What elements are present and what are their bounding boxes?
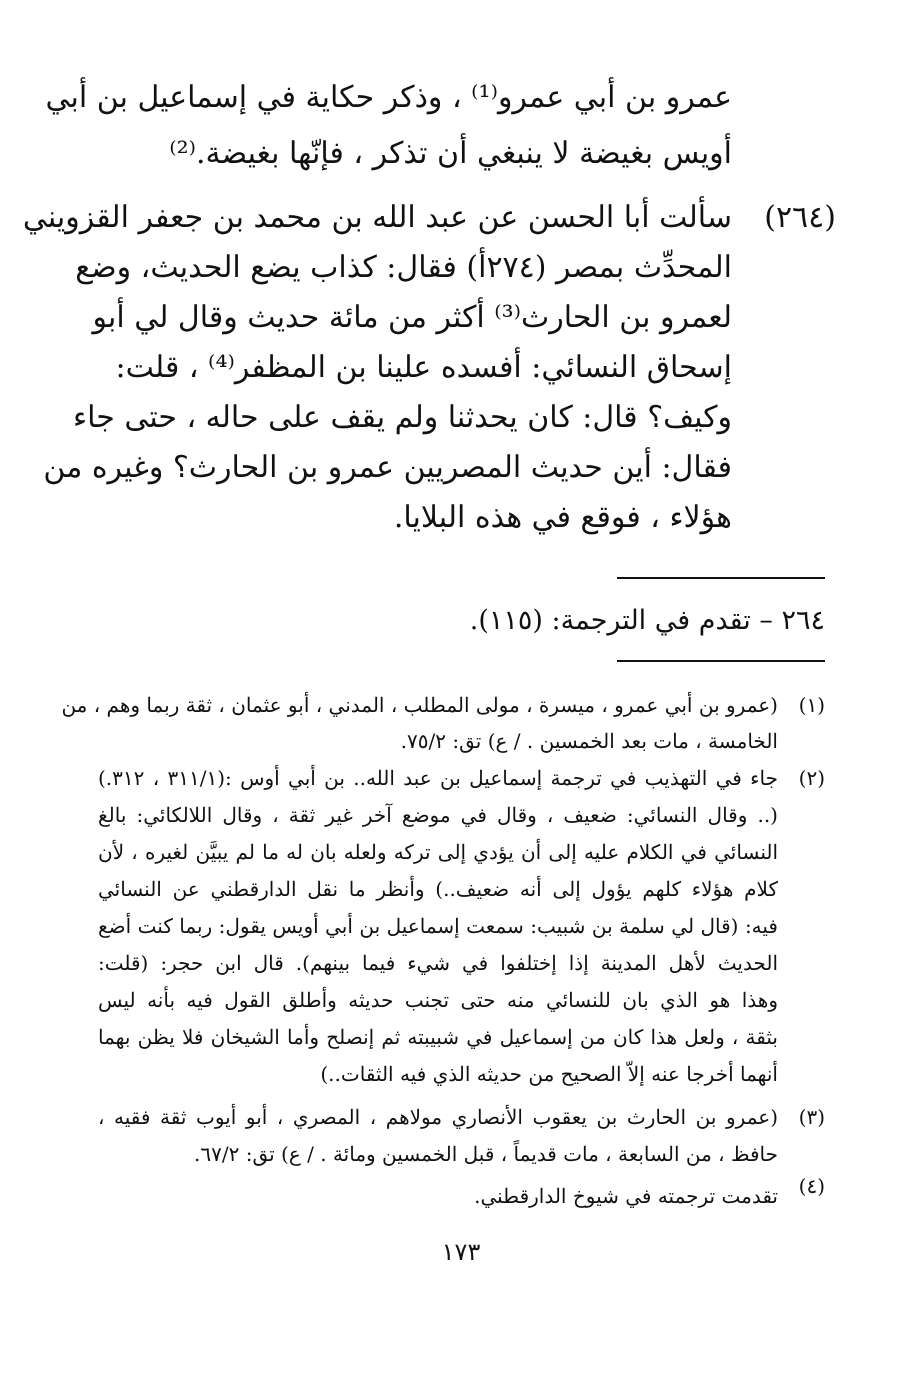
footnote-line: النسائي في الكلام عليه إلى أن يؤدي إلى تركه ولعله بان له ما لم يبيَّن لغيره ، لأن — [98, 840, 778, 864]
entry-text-line: المحدِّث بمصر (٢٧٤أ) فقال: كذاب يضع الحديث، وضع — [75, 250, 732, 285]
separator-rule — [617, 577, 825, 579]
footnote-line: (عمرو بن أبي عمرو ، ميسرة ، مولى المطلب ، المدني ، أبو عثمان ، ثقة ربما وهم ، من — [61, 693, 778, 717]
footnote-line: الحديث لأهل المدينة إذا إختلفوا في شيء فيما بينهم). قال ابن حجر: (قلت: — [98, 951, 778, 975]
footnote-line: تقدمت ترجمته في شيوخ الدارقطني. — [474, 1184, 778, 1208]
footnote-marker: (٤) — [798, 1174, 825, 1198]
footnote-line: الخامسة ، مات بعد الخمسين . / ع) تق: ٧٥/٢. — [400, 729, 778, 753]
entry-text-line: إسحاق النسائي: أفسده علينا بن المظفر⁽⁴⁾ ، قلت: — [115, 350, 732, 385]
cross-reference: ٢٦٤ – تقدم في الترجمة: (١١٥). — [469, 605, 825, 636]
footnote-line: وهذا هو الذي بان للنسائي منه حتى تجنب حديثه وأطلق القول فيه بأنه ليس — [98, 988, 778, 1012]
entry-text-line: هؤلاء ، فوقع في هذه البلايا. — [393, 500, 732, 535]
footnote-marker: (٣) — [798, 1105, 825, 1129]
page-number: ١٧٣ — [441, 1238, 481, 1266]
footnote-line: فيه: (قال لي سلمة بن شبيب: سمعت إسماعيل بن أبي أويس يقول: ربما كنت أضع — [98, 914, 778, 938]
footnote-line: جاء في التهذيب في ترجمة إسماعيل بن عبد الله.. بن أبي أوس :(٣١١/١ ، ٣١٢.) — [98, 766, 778, 790]
footnote-line: كلام هؤلاء كلهم يؤول إلى أنه ضعيف..) وأنظر ما نقل الدارقطني عن النسائي — [98, 877, 778, 901]
main-text-line: أويس بغيضة لا ينبغي أن تذكر ، فإنّها بغيضة.⁽²⁾ — [169, 136, 732, 171]
entry-text-line: وكيف؟ قال: كان يحدثنا ولم يقف على حاله ، حتى جاء — [72, 400, 732, 435]
separator-rule — [617, 660, 825, 662]
footnote-line: (عمرو بن الحارث بن يعقوب الأنصاري مولاهم ، المصري ، أبو أيوب ثقة فقيه ، — [98, 1105, 778, 1129]
footnote-line: أنهما أخرجا عنه إلاّ الصحيح من حديثه الذي فيه الثقات..) — [320, 1062, 778, 1086]
footnote-marker: (١) — [798, 693, 825, 717]
entry-text-line: فقال: أين حديث المصريين عمرو بن الحارث؟ وغيره من — [43, 450, 732, 485]
footnote-line: حافظ ، من السابعة ، مات قديماً ، قبل الخمسين ومائة . / ع) تق: ٦٧/٢. — [194, 1142, 778, 1166]
footnote-line: بثقة ، ولعل هذا كان من إسماعيل في شبيبته ثم إنصلح وأما الشيخان فلا يظن بهما — [98, 1025, 778, 1049]
footnote-marker: (٢) — [798, 766, 825, 790]
entry-number: (٢٦٤) — [764, 200, 836, 235]
main-text-line: عمرو بن أبي عمرو⁽¹⁾ ، وذكر حكاية في إسماعيل بن أبي — [45, 80, 732, 115]
entry-text-line: سألت أبا الحسن عن عبد الله بن محمد بن جعفر القزويني — [22, 200, 732, 235]
footnote-line: (.. وقال النسائي: ضعيف ، وقال في موضع آخر غير ثقة ، وقال اللالكائي: بالغ — [98, 803, 778, 827]
entry-text-line: لعمرو بن الحارث⁽³⁾ أكثر من مائة حديث وقال لي أبو — [92, 300, 732, 335]
